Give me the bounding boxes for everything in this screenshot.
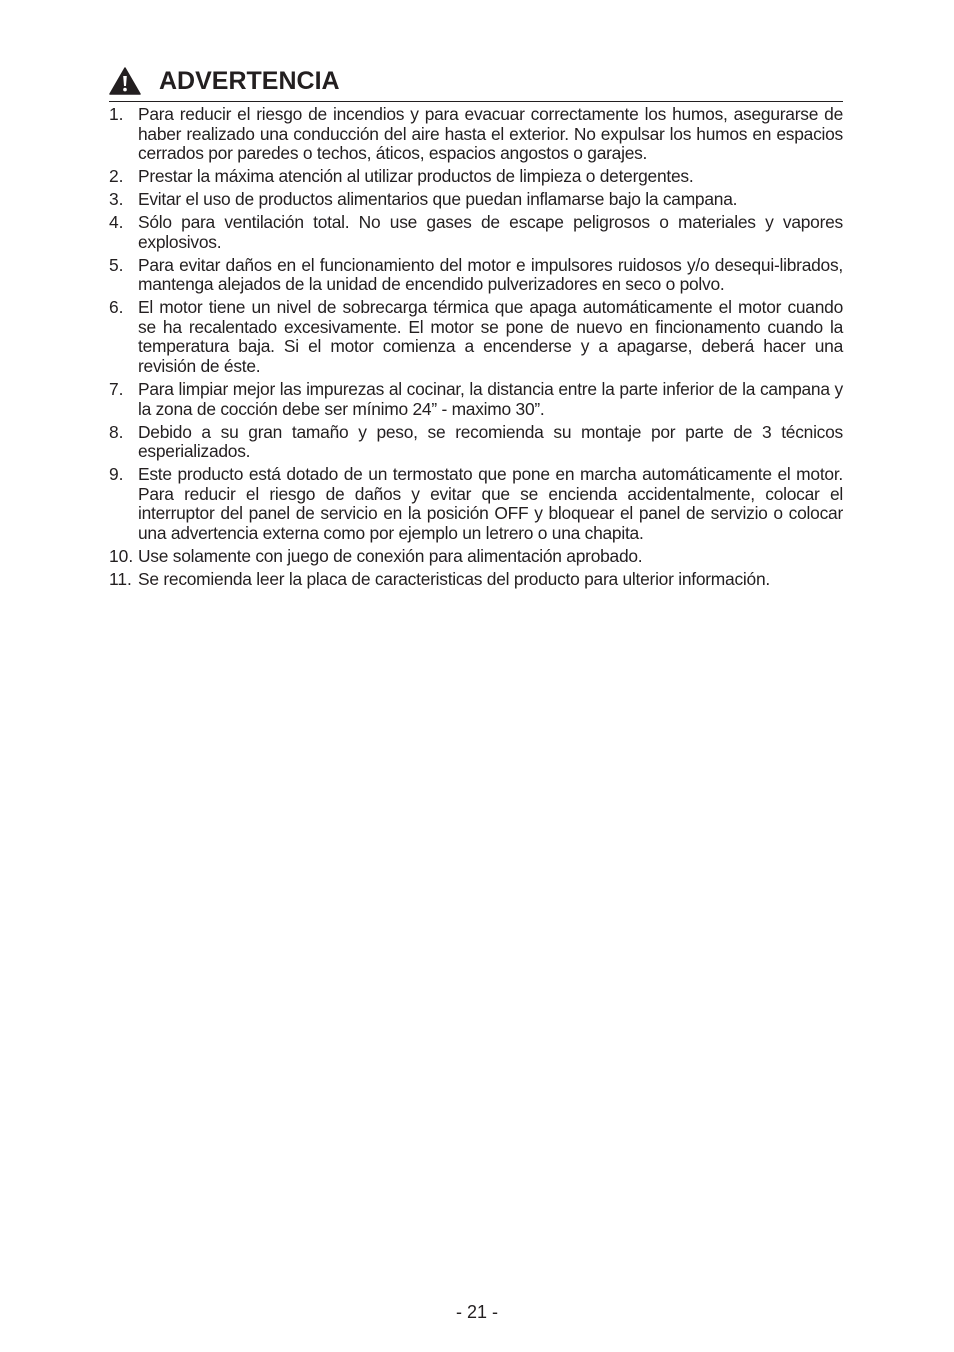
item-text: Para evitar daños en el funcionamiento del motor e impulsores ruidosos y/o desequi-librados, mantenga alejados de la unidad de encendido pulverizadores en seco o polvo. [138, 254, 843, 295]
list-item [109, 298, 843, 376]
list-item [109, 167, 843, 187]
item-number: 5. [109, 254, 124, 275]
warning-heading [109, 64, 843, 102]
item-number: 10. [109, 545, 134, 566]
item-text: Se recomienda leer la placa de caracteristicas del producto para ulterior información. [138, 568, 770, 589]
item-text: Sólo para ventilación total. No use gases de escape peligrosos o materiales y vapores explosivos. [138, 212, 843, 252]
item-text: Evitar el uso de productos alimentarios que puedan inflamarse bajo la campana. [138, 189, 738, 210]
item-number: 2. [109, 166, 124, 187]
item-text: Para limpiar mejor las impurezas al cocinar, la distancia entre la parte inferior de la campana y la zona de cocción debe ser mínimo 24” - maximo 30”. [138, 379, 843, 419]
item-number: 3. [109, 189, 124, 210]
page-number: - 21 - [455, 1302, 498, 1322]
item-text: Debido a su gran tamaño y peso, se recomienda su montaje por parte de 3 técnicos esperializados. [138, 421, 843, 462]
item-text: Este producto está dotado de un termostato que pone en marcha automáticamente el motor. Para reducir el riesgo de daños y evitar que se encienda accidentalmente, colocar el interruptor del panel de servicio en la posición OFF y bloquear el panel de servizio o colocar una advertencia externa como por ejemplo un letrero o una chapita. [138, 464, 843, 543]
item-text: Para reducir el riesgo de incendios y para evacuar correctamente los humos, asegurarse de haber realizado una conducción del aire hasta el exterior. No expulsar los humos en espacios cerrados por paredes o techos, áticos, espacios angostos o garajes. [138, 104, 843, 164]
item-text: Use solamente con juego de conexión para alimentación aprobado. [138, 545, 643, 566]
item-number: 1. [109, 104, 124, 124]
item-number: 4. [109, 212, 124, 233]
item-number: 6. [109, 297, 124, 318]
document-page [109, 64, 843, 593]
item-number: 9. [109, 464, 124, 485]
page-title: ADVERTENCIA [159, 66, 340, 95]
list-item [109, 465, 843, 543]
list-item [109, 213, 843, 252]
warning-list [109, 105, 843, 590]
list-item [109, 380, 843, 419]
list-item [109, 256, 843, 295]
list-item [109, 190, 843, 210]
item-number: 7. [109, 379, 124, 400]
item-number: 11. [109, 568, 132, 589]
list-item [109, 570, 843, 590]
item-text: Prestar la máxima atención al utilizar productos de limpieza o detergentes. [138, 166, 694, 187]
list-item [109, 547, 843, 567]
list-item [109, 423, 843, 462]
item-number: 8. [109, 421, 124, 442]
warning-triangle-icon [109, 67, 141, 95]
item-text: El motor tiene un nivel de sobrecarga térmica que apaga automáticamente el motor cuando se ha recalentado excesivamente. El motor se pone de nuevo en fincionamento cuando la temperatura baja. Si el motor comienza a encenderse y a apagarse, deberá hacer una revisión de éste. [138, 297, 843, 377]
list-item [109, 105, 843, 164]
